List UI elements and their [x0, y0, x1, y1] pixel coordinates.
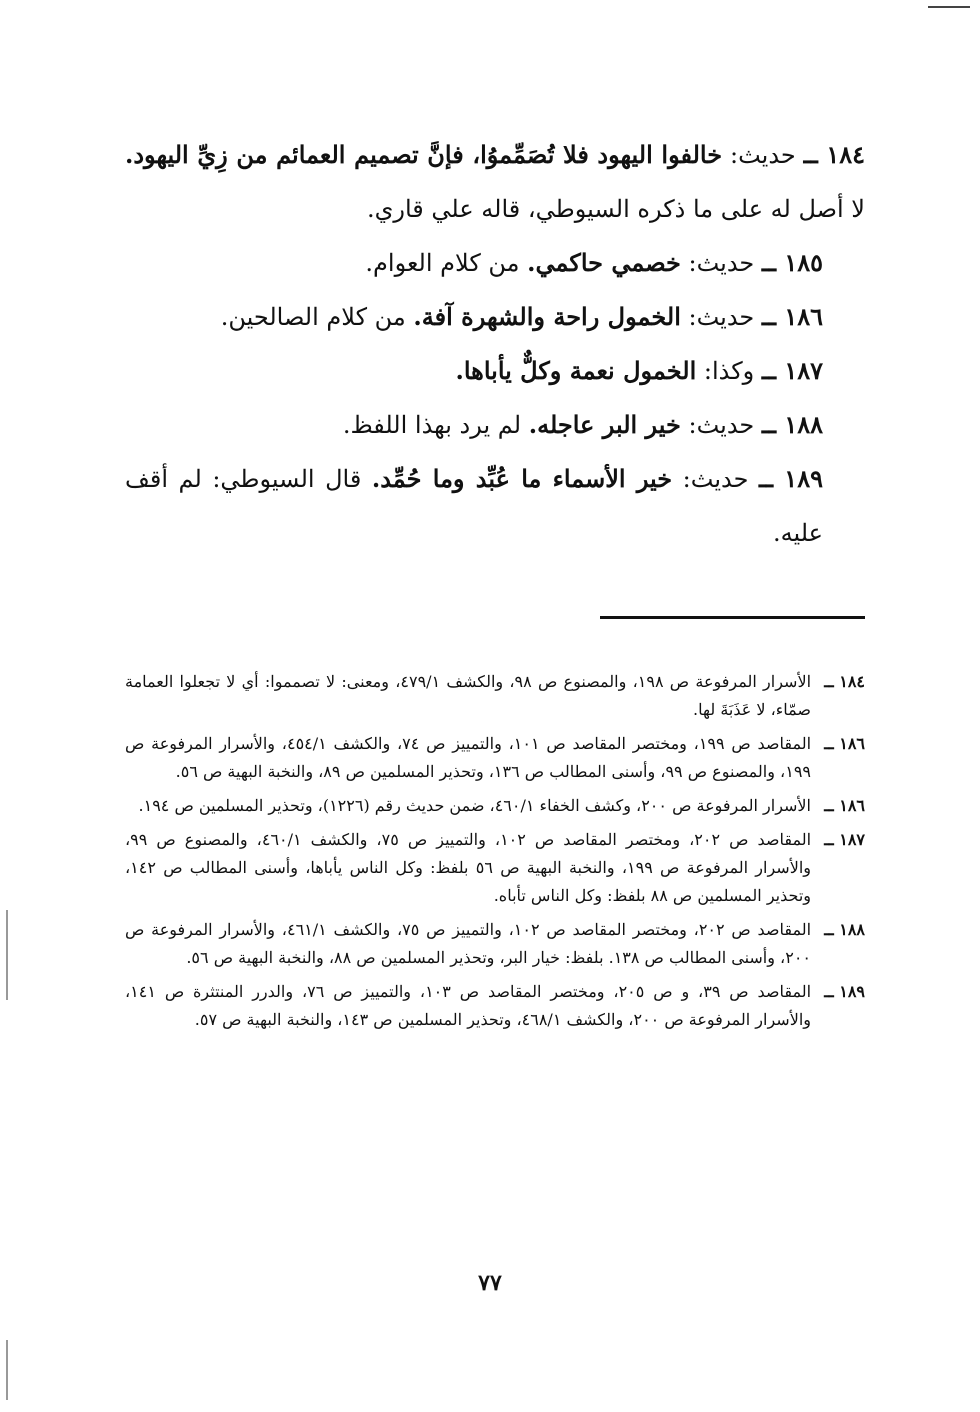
entry-number: ١٨٤ ــ [803, 140, 866, 169]
footnote [125, 916, 865, 972]
entry-intro: وكذا: [703, 357, 755, 385]
footnote-number: ١٨٦ ــ [824, 796, 865, 815]
footnote-separator [600, 616, 865, 619]
footnotes [125, 668, 865, 1040]
footnote-text: المقاصد ص ٣٩، و ص ٢٠٥، ومختصر المقاصد ص ١٠٣، والتمييز ص ٧٦، والدرر المنتثرة ص ١٤١، والأسرار المرفوعة ص ٢٠٠، والكشف ٤٦٨/١، وتحذير المسلمين ص ١٤٣، والنخبة البهية ص ٥٧. [125, 982, 812, 1029]
footnote-text: الأسرار المرفوعة ص ٢٠٠، وكشف الخفاء ٤٦٠/١، ضمن حديث رقم (١٢٢٦)، وتحذير المسلمين ص ١٩٤. [138, 796, 811, 815]
entry-185 [125, 236, 865, 290]
entry-intro: حديث: [688, 303, 755, 331]
entry-intro: حديث: [688, 411, 755, 439]
entry-intro: حديث: [729, 141, 796, 169]
entry-comment: لم يرد بهذا اللفظ. [342, 411, 522, 439]
footnote [125, 792, 865, 820]
entry-187 [125, 344, 865, 398]
entry-comment: قال السيوطي: لم أقف عليه. [125, 465, 823, 547]
hadith-text: الخمول نعمة وكلٌّ يأباها. [455, 356, 697, 385]
entry-186 [125, 290, 865, 344]
scan-edge-line [6, 910, 8, 1000]
entry-number: ١٨٩ ــ [758, 464, 823, 493]
footnote-number: ١٨٨ ــ [824, 920, 865, 939]
footnote-number: ١٨٤ ــ [824, 672, 865, 691]
main-text [125, 128, 865, 560]
entry-184 [125, 128, 865, 236]
entry-number: ١٨٥ ــ [761, 248, 823, 277]
entry-number: ١٨٨ ــ [761, 410, 823, 439]
page-number: ٧٧ [478, 1270, 502, 1296]
footnote-number: ١٨٧ ــ [824, 830, 865, 849]
hadith-text: خير الأسماء ما عُبِّد وما حُمِّد. [371, 464, 673, 493]
footnote [125, 730, 865, 786]
hadith-text: خالفوا اليهود فلا تُصَمِّموُا، فإنَّ تصميم العمائم من زِيِّ اليهود. [125, 140, 723, 169]
hadith-text: الخمول راحة والشهرة آفة. [413, 302, 681, 331]
footnote-number: ١٨٦ ــ [824, 734, 865, 753]
entry-188 [125, 398, 865, 452]
footnote [125, 826, 865, 910]
footnote [125, 668, 865, 724]
footnote-text: الأسرار المرفوعة ص ١٩٨، والمصنوع ص ٩٨، والكشف ٤٧٩/١، ومعنى: لا تصمموا: أي لا تجعلوا العمامة صمّاء، لا عَذَبَةَ لها. [125, 672, 812, 719]
entry-comment: من كلام الصالحين. [220, 303, 406, 331]
entry-number: ١٨٧ ــ [761, 356, 823, 385]
entry-intro: حديث: [682, 465, 749, 493]
hadith-text: خير البر عاجله. [528, 410, 681, 439]
scan-edge-line [6, 1340, 8, 1400]
footnote-text: المقاصد ص ١٩٩، ومختصر المقاصد ص ١٠١، والتمييز ص ٧٤، والكشف ٤٥٤/١، والأسرار المرفوعة ص ١٩٩، والمصنوع ص ٩٩، وأسنى المطالب ص ١٣٦، وتحذير المسلمين ص ٨٩، والنخبة البهية ص ٥٦. [125, 734, 812, 781]
footnote-number: ١٨٩ ــ [824, 982, 865, 1001]
scan-corner-mark [928, 6, 970, 8]
hadith-text: خصمي حاكمي. [527, 248, 681, 277]
entry-189 [125, 452, 865, 560]
entry-intro: حديث: [688, 249, 755, 277]
footnote-text: المقاصد ص ٢٠٢، ومختصر المقاصد ص ١٠٢، والتمييز ص ٧٥، والكشف ٤٦١/١، والأسرار المرفوعة ص ٢٠٠، وأسنى المطالب ص ١٣٨. بلفظ: خيار البر، وتحذير المسلمين ص ٨٨، والنخبة البهية ص ٥٦. [125, 920, 812, 967]
entry-comment: من كلام العوام. [365, 249, 520, 277]
footnote [125, 978, 865, 1034]
footnote-text: المقاصد ص ٢٠٢، ومختصر المقاصد ص ١٠٢، والتمييز ص ٧٥، والكشف ٤٦٠/١، والمصنوع ص ٩٩، والأسرار المرفوعة ص ١٩٩، والنخبة البهية ص ٥٦ بلفظ: وكل الناس يأباها، وأسنى المطالب ص ١٤٢، وتحذير المسلمين ص ٨٨ بلفظ: وكل الناس تأباه. [125, 830, 812, 905]
entry-comment: لا أصل له على ما ذكره السيوطي، قاله علي قاري. [366, 195, 865, 223]
entry-number: ١٨٦ ــ [761, 302, 823, 331]
